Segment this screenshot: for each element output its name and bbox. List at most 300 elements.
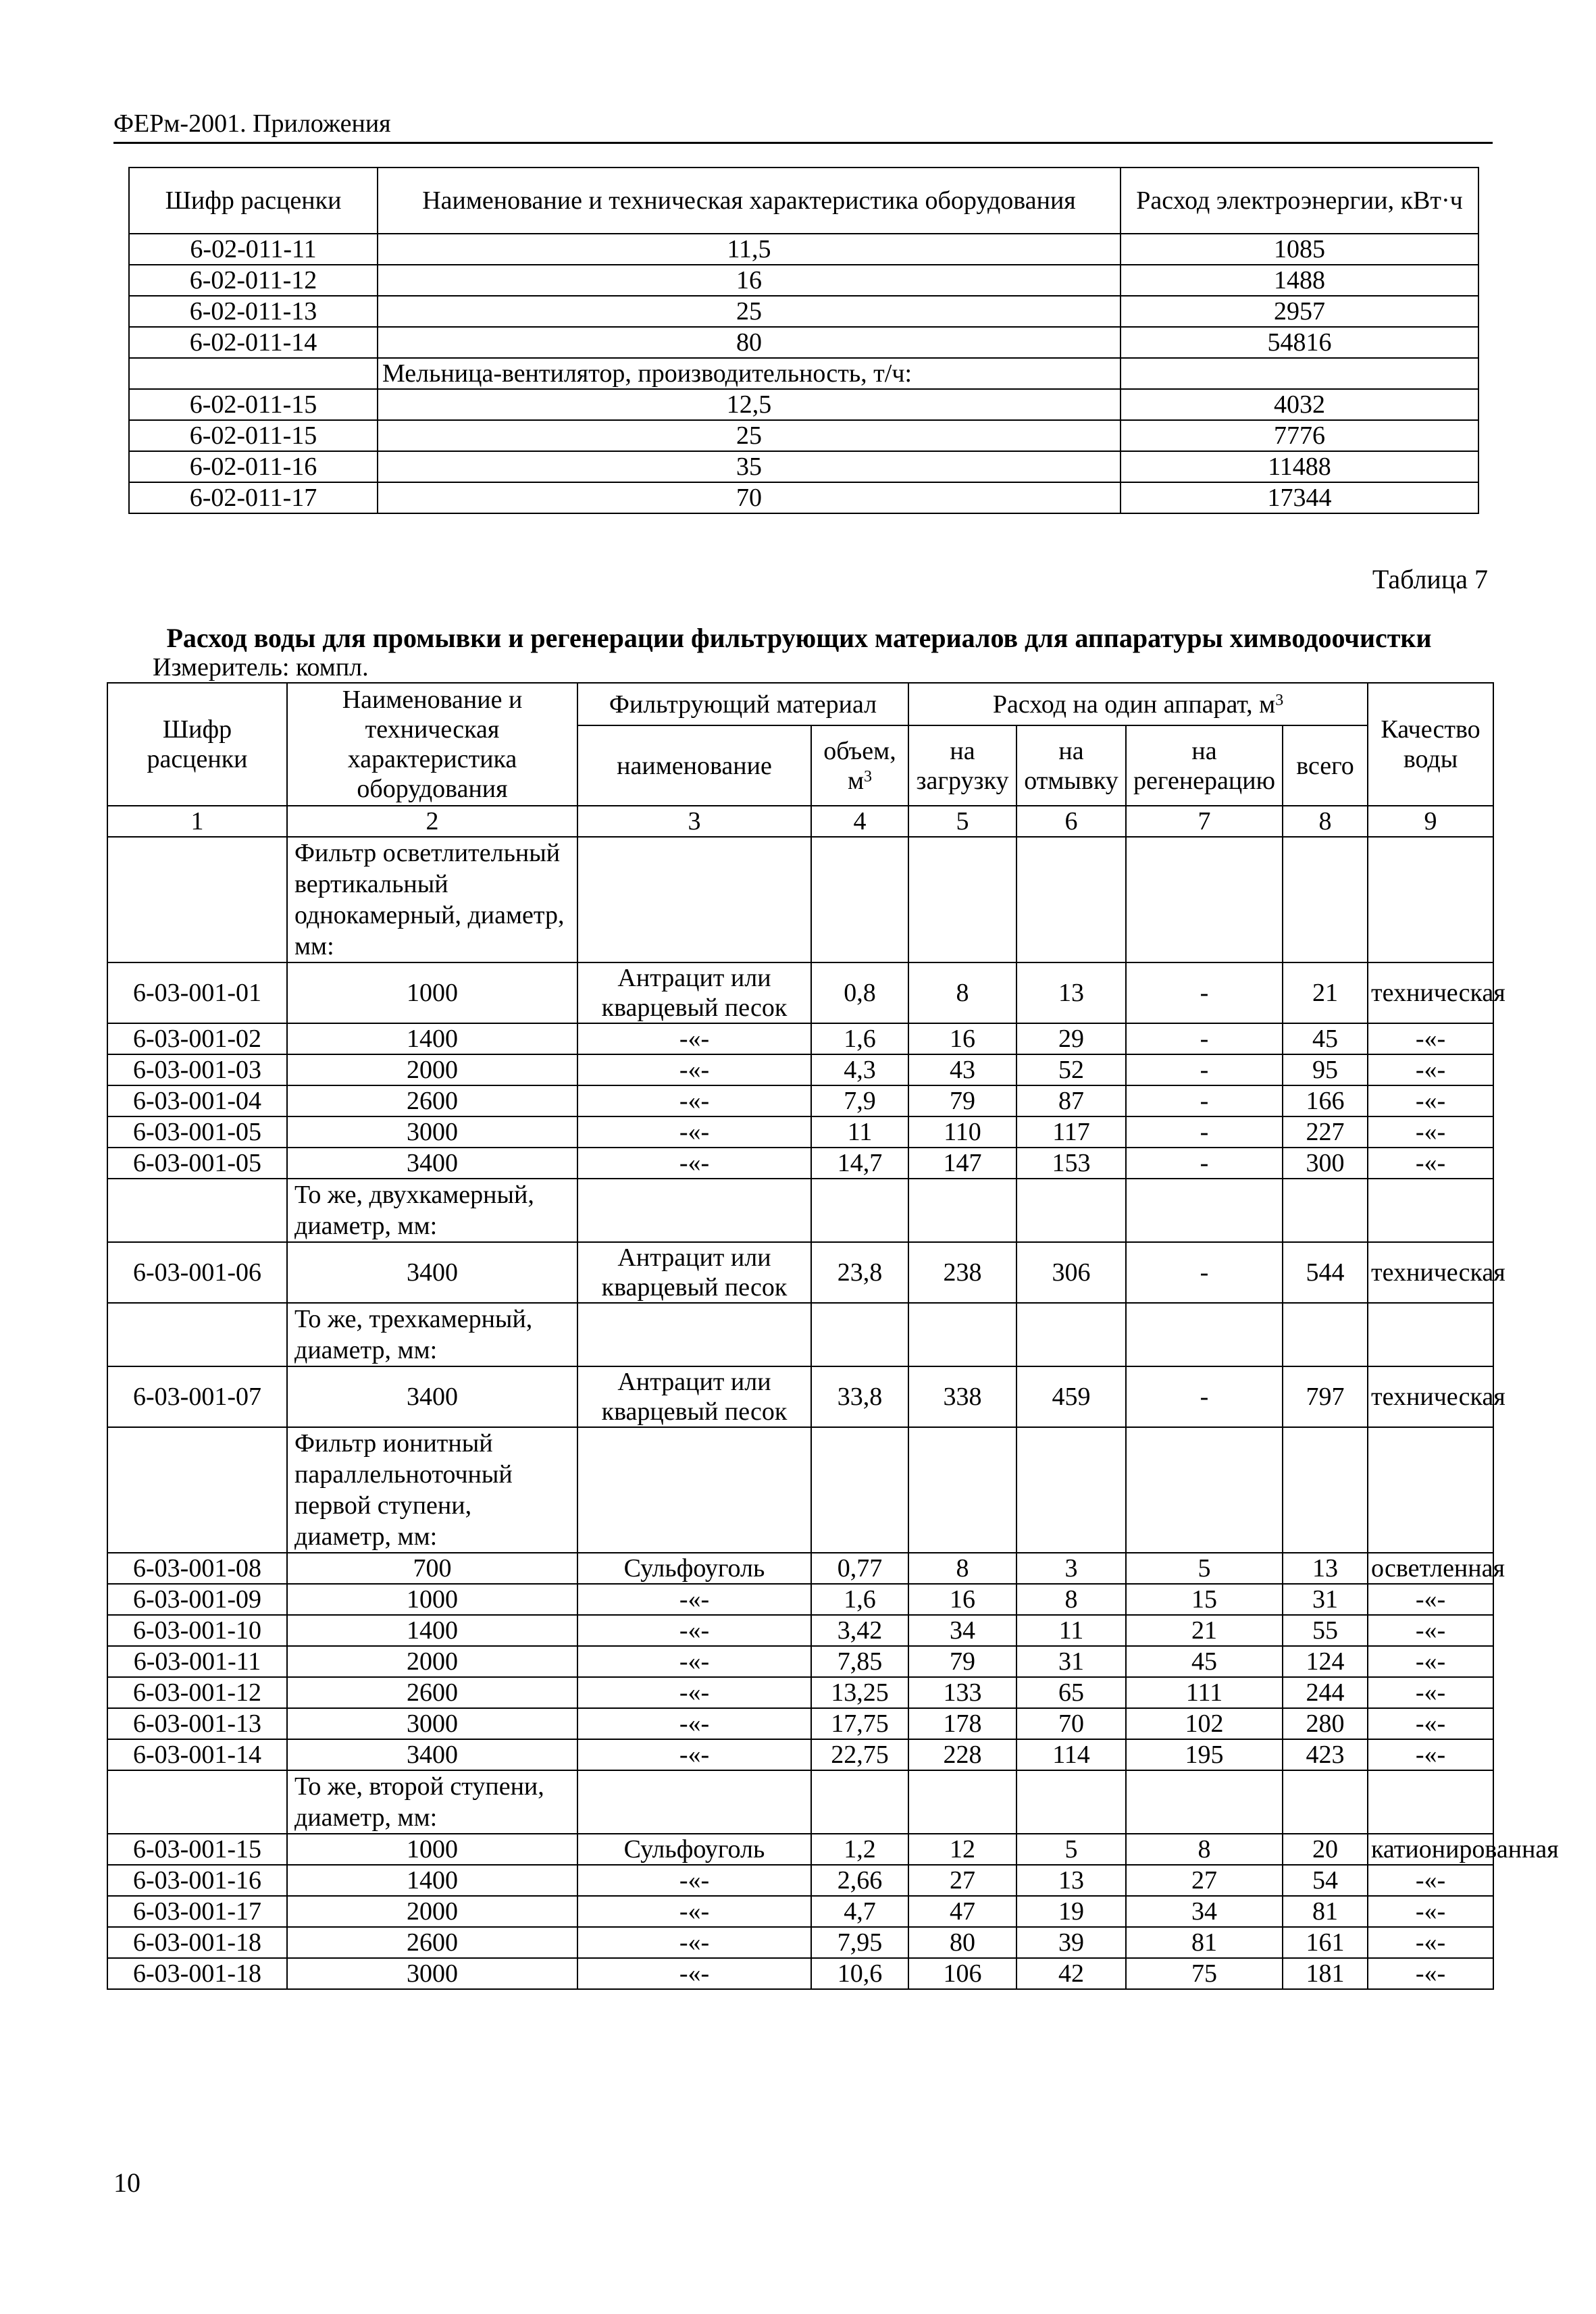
cell-empty [908,1303,1016,1366]
cell-diameter: 700 [287,1553,577,1584]
table-row [107,1865,1493,1896]
cell-total: 423 [1283,1739,1368,1770]
cell-loading: 16 [908,1023,1016,1054]
cell-code: 6-03-001-03 [107,1054,287,1085]
cell-quality: -«- [1368,1085,1493,1116]
cell-material: -«- [577,1927,811,1958]
column-number: 9 [1368,806,1493,837]
cell-volume: 11 [811,1116,908,1148]
section-row [107,837,1493,962]
table-row [107,1927,1493,1958]
water-table-body [107,837,1559,1989]
energy-consumption-table [128,167,1479,514]
running-header: ФЕРм-2001. Приложения [113,108,1493,144]
cell-code: 6-03-001-16 [107,1865,287,1896]
cell-washing: 13 [1016,962,1126,1023]
cell-material: -«- [577,1148,811,1179]
column-number: 8 [1283,806,1368,837]
cell-regeneration: - [1126,1116,1283,1148]
cell-quality: -«- [1368,1023,1493,1054]
column-header-loading: на загрузку [908,725,1016,806]
cell-empty [1016,1303,1126,1366]
column-header-name: Наименование и техническая характеристика оборудования [287,683,577,806]
cell-washing: 114 [1016,1739,1126,1770]
cell-diameter: 1000 [287,1834,577,1865]
cell-loading: 47 [908,1896,1016,1927]
cell-loading: 27 [908,1865,1016,1896]
cell-code: 6-03-001-13 [107,1708,287,1739]
cell-empty [1016,1770,1126,1834]
cell-empty [1368,1770,1493,1834]
cell-energy: 54816 [1121,327,1478,358]
cell-empty [1126,1427,1283,1553]
cell-code: 6-03-001-02 [107,1023,287,1054]
cell-total: 55 [1283,1615,1368,1646]
cell-empty [811,1427,908,1553]
cell-diameter: 3000 [287,1708,577,1739]
cell-volume: 0,77 [811,1553,908,1584]
cell-section-title: Мельница-вентилятор, производительность, т/ч: [378,358,1121,389]
cell-empty [811,1770,908,1834]
cell-material: -«- [577,1708,811,1739]
cell-quality: -«- [1368,1927,1493,1958]
cell-diameter: 1400 [287,1865,577,1896]
cell-regeneration: - [1126,1148,1283,1179]
cell-washing: 11 [1016,1615,1126,1646]
cell-code: 6-03-001-15 [107,1834,287,1865]
cell-washing: 13 [1016,1865,1126,1896]
cell-diameter: 1000 [287,1584,577,1615]
cell-empty [577,1303,811,1366]
cell-code: 6-03-001-18 [107,1958,287,1989]
cell-total: 54 [1283,1865,1368,1896]
cell-empty [908,1770,1016,1834]
cell-empty [1283,837,1368,962]
cubic-superscript: 3 [864,767,873,786]
cell-empty [1368,1427,1493,1553]
cell-quality: катионированная [1368,1834,1493,1865]
cell-code: 6-02-011-11 [129,234,378,265]
cell-washing: 70 [1016,1708,1126,1739]
column-header-energy: Расход электроэнергии, кВт·ч [1121,168,1478,234]
cell-empty [577,1427,811,1553]
cell-regeneration: 45 [1126,1646,1283,1677]
cell-empty [908,1179,1016,1242]
cell-code: 6-03-001-05 [107,1116,287,1148]
cell-code: 6-03-001-12 [107,1677,287,1708]
cell-empty [1283,1303,1368,1366]
cell-code: 6-03-001-06 [107,1242,287,1303]
cell-empty [908,837,1016,962]
cell-empty [1016,1427,1126,1553]
cell-total: 95 [1283,1054,1368,1085]
cell-total: 300 [1283,1148,1368,1179]
cell-quality: -«- [1368,1646,1493,1677]
cell-empty [908,1427,1016,1553]
cell-volume: 7,95 [811,1927,908,1958]
cell-washing: 87 [1016,1085,1126,1116]
cell-energy: 17344 [1121,482,1478,513]
cell-code [107,1427,287,1553]
cell-diameter: 2000 [287,1646,577,1677]
cell-diameter: 3000 [287,1958,577,1989]
cell-param: 12,5 [378,389,1121,420]
cell-section-title: Фильтр ионитный параллельноточный первой ступени, диаметр, мм: [287,1427,577,1553]
cell-loading: 80 [908,1927,1016,1958]
cell-washing: 459 [1016,1366,1126,1427]
cell-total: 20 [1283,1834,1368,1865]
cell-washing: 29 [1016,1023,1126,1054]
cell-diameter: 2000 [287,1896,577,1927]
section-row [107,1179,1493,1242]
cell-code: 6-02-011-14 [129,327,378,358]
cell-empty [1283,1770,1368,1834]
cell-energy: 4032 [1121,389,1478,420]
cell-total: 45 [1283,1023,1368,1054]
cell-material: -«- [577,1584,811,1615]
cell-volume: 1,6 [811,1584,908,1615]
cell-volume: 2,66 [811,1865,908,1896]
cell-material: -«- [577,1865,811,1896]
column-number: 2 [287,806,577,837]
cell-total: 81 [1283,1896,1368,1927]
cell-code: 6-02-011-13 [129,296,378,327]
cell-empty [1016,837,1126,962]
column-number-row [107,806,1493,837]
table-row [129,296,1478,327]
cell-diameter: 2000 [287,1054,577,1085]
cell-empty [577,1179,811,1242]
cell-diameter: 2600 [287,1677,577,1708]
cell-code: 6-03-001-11 [107,1646,287,1677]
cell-regeneration: - [1126,1023,1283,1054]
cell-empty [1368,1303,1493,1366]
column-header-regeneration: на регенерацию [1126,725,1283,806]
cell-total: 227 [1283,1116,1368,1148]
cell-code [129,358,378,389]
cell-code: 6-02-011-17 [129,482,378,513]
cell-empty [1126,1179,1283,1242]
table-row [107,1958,1493,1989]
table-header-row [107,683,1493,725]
cell-washing: 5 [1016,1834,1126,1865]
cell-quality: -«- [1368,1896,1493,1927]
cell-section-title: То же, второй ступени, диаметр, мм: [287,1770,577,1834]
cell-loading: 238 [908,1242,1016,1303]
table-row [129,234,1478,265]
cell-volume: 0,8 [811,962,908,1023]
cell-total: 31 [1283,1584,1368,1615]
column-header-name: Наименование и техническая характеристика оборудования [378,168,1121,234]
table-header-row [129,168,1478,234]
cell-loading: 338 [908,1366,1016,1427]
cell-total: 280 [1283,1708,1368,1739]
cell-volume: 23,8 [811,1242,908,1303]
column-header-washing: на отмывку [1016,725,1126,806]
column-number: 4 [811,806,908,837]
cell-loading: 16 [908,1584,1016,1615]
cell-empty [577,1770,811,1834]
cell-regeneration: 5 [1126,1553,1283,1584]
cell-diameter: 3000 [287,1116,577,1148]
cell-loading: 79 [908,1085,1016,1116]
cell-total: 797 [1283,1366,1368,1427]
cell-material: Сульфоуголь [577,1553,811,1584]
column-number: 7 [1126,806,1283,837]
section-row [107,1770,1493,1834]
cell-code: 6-03-001-01 [107,962,287,1023]
cell-diameter: 3400 [287,1148,577,1179]
cell-quality: техническая [1368,962,1493,1023]
cell-washing: 65 [1016,1677,1126,1708]
cell-loading: 8 [908,962,1016,1023]
table-row [129,389,1478,420]
cell-quality: -«- [1368,1116,1493,1148]
cell-material: -«- [577,1085,811,1116]
cell-energy: 2957 [1121,296,1478,327]
cell-volume: 3,42 [811,1615,908,1646]
cell-empty [1016,1179,1126,1242]
cell-diameter: 1000 [287,962,577,1023]
energy-table-body [129,234,1478,513]
cell-empty [1126,837,1283,962]
column-header-code: Шифр расценки [107,683,287,806]
cell-total: 13 [1283,1553,1368,1584]
cell-washing: 8 [1016,1584,1126,1615]
table-row [107,1646,1493,1677]
column-header-code: Шифр расценки [129,168,378,234]
cell-code: 6-03-001-08 [107,1553,287,1584]
cell-loading: 79 [908,1646,1016,1677]
table-row [107,1584,1493,1615]
cell-total: 544 [1283,1242,1368,1303]
cell-loading: 8 [908,1553,1016,1584]
table-caption: Таблица 7 [1372,564,1488,594]
cell-energy: 7776 [1121,420,1478,451]
cell-loading: 110 [908,1116,1016,1148]
table-row [107,1708,1493,1739]
cell-energy: 11488 [1121,451,1478,482]
cell-washing: 19 [1016,1896,1126,1927]
cell-code: 6-03-001-07 [107,1366,287,1427]
cell-empty [1368,1179,1493,1242]
column-number: 6 [1016,806,1126,837]
cell-loading: 12 [908,1834,1016,1865]
cell-diameter: 3400 [287,1366,577,1427]
table-row [107,962,1493,1023]
section-row [107,1427,1493,1553]
cell-code: 6-03-001-14 [107,1739,287,1770]
cell-regeneration: 15 [1126,1584,1283,1615]
column-header-volume [811,725,908,806]
cell-total: 244 [1283,1677,1368,1708]
cell-section-title: То же, трехкамерный, диаметр, мм: [287,1303,577,1366]
column-header-flow-per-unit [908,683,1368,725]
cell-energy [1121,358,1478,389]
cell-code: 6-02-011-16 [129,451,378,482]
cell-empty [1283,1179,1368,1242]
column-header-material-name: наименование [577,725,811,806]
cell-washing: 117 [1016,1116,1126,1148]
cell-washing: 3 [1016,1553,1126,1584]
cell-material: Сульфоуголь [577,1834,811,1865]
cell-loading: 178 [908,1708,1016,1739]
table-row [107,1148,1493,1179]
cell-empty [577,837,811,962]
cell-quality: -«- [1368,1584,1493,1615]
cell-total: 21 [1283,962,1368,1023]
cell-diameter: 3400 [287,1242,577,1303]
cell-quality: осветленная [1368,1553,1493,1584]
column-header-total: всего [1283,725,1368,806]
cell-regeneration: 102 [1126,1708,1283,1739]
table-title: Расход воды для промывки и регенерации фильтрующих материалов для аппаратуры химводоочистки [166,623,1432,653]
cell-code: 6-03-001-09 [107,1584,287,1615]
table-row [107,1553,1493,1584]
cell-param: 25 [378,420,1121,451]
cell-code: 6-03-001-18 [107,1927,287,1958]
cell-energy: 1488 [1121,265,1478,296]
cell-regeneration: 195 [1126,1739,1283,1770]
cell-volume: 10,6 [811,1958,908,1989]
cell-code [107,1303,287,1366]
cell-regeneration: 75 [1126,1958,1283,1989]
cell-code: 6-02-011-15 [129,389,378,420]
cell-loading: 147 [908,1148,1016,1179]
water-consumption-table [107,682,1559,1990]
cell-empty [811,1303,908,1366]
cell-section-title: Фильтр осветлительный вертикальный однокамерный, диаметр, мм: [287,837,577,962]
cell-quality: техническая [1368,1242,1493,1303]
cell-quality: -«- [1368,1865,1493,1896]
cell-regeneration: 8 [1126,1834,1283,1865]
table-row [107,1834,1493,1865]
cell-quality: -«- [1368,1148,1493,1179]
cell-regeneration: - [1126,962,1283,1023]
cell-code: 6-03-001-17 [107,1896,287,1927]
cell-volume: 14,7 [811,1148,908,1179]
cell-volume: 7,85 [811,1646,908,1677]
table-row [107,1054,1493,1085]
cell-code: 6-02-011-15 [129,420,378,451]
cell-total: 124 [1283,1646,1368,1677]
cell-volume: 1,6 [811,1023,908,1054]
cell-material: Антрацит или кварцевый песок [577,1242,811,1303]
cell-material: -«- [577,1958,811,1989]
cell-code [107,1179,287,1242]
cell-regeneration: - [1126,1242,1283,1303]
cell-diameter: 1400 [287,1023,577,1054]
cell-empty [1126,1770,1283,1834]
cell-loading: 133 [908,1677,1016,1708]
cell-diameter: 3400 [287,1739,577,1770]
cell-regeneration: - [1126,1085,1283,1116]
table-row [129,327,1478,358]
column-header-quality: Качество воды [1368,683,1493,806]
cell-volume: 22,75 [811,1739,908,1770]
cell-material: -«- [577,1023,811,1054]
cell-param: 70 [378,482,1121,513]
cell-energy: 1085 [1121,234,1478,265]
cell-loading: 228 [908,1739,1016,1770]
cell-regeneration: 27 [1126,1865,1283,1896]
cell-volume: 17,75 [811,1708,908,1739]
cell-volume: 7,9 [811,1085,908,1116]
cell-washing: 52 [1016,1054,1126,1085]
cell-code: 6-02-011-12 [129,265,378,296]
cell-loading: 34 [908,1615,1016,1646]
table-row [107,1242,1493,1303]
table-row [129,358,1478,389]
cell-param: 80 [378,327,1121,358]
table-row [107,1116,1493,1148]
column-number: 1 [107,806,287,837]
column-number: 3 [577,806,811,837]
cell-washing: 42 [1016,1958,1126,1989]
cell-code: 6-03-001-10 [107,1615,287,1646]
cell-washing: 31 [1016,1646,1126,1677]
table-row [129,451,1478,482]
table-row [107,1366,1493,1427]
table-row [129,420,1478,451]
cell-material: -«- [577,1896,811,1927]
cell-material: -«- [577,1677,811,1708]
cell-empty [1368,837,1493,962]
cell-volume: 33,8 [811,1366,908,1427]
column-number: 5 [908,806,1016,837]
flow-per-unit-label: Расход на один аппарат, м [992,690,1276,719]
cell-param: 11,5 [378,234,1121,265]
cell-code [107,837,287,962]
cell-material: -«- [577,1646,811,1677]
cell-quality: -«- [1368,1615,1493,1646]
column-header-filter-material: Фильтрующий материал [577,683,908,725]
cell-regeneration: - [1126,1054,1283,1085]
cell-quality: -«- [1368,1958,1493,1989]
cell-diameter: 1400 [287,1615,577,1646]
section-row [107,1303,1493,1366]
table-row [107,1023,1493,1054]
cell-regeneration: - [1126,1366,1283,1427]
cell-regeneration: 21 [1126,1615,1283,1646]
cell-washing: 306 [1016,1242,1126,1303]
cell-volume: 13,25 [811,1677,908,1708]
cell-volume: 4,7 [811,1896,908,1927]
table-row [129,482,1478,513]
table-row [107,1615,1493,1646]
table-row [107,1085,1493,1116]
cell-loading: 106 [908,1958,1016,1989]
cell-quality: -«- [1368,1054,1493,1085]
cell-section-title: То же, двухкамерный, диаметр, мм: [287,1179,577,1242]
cell-regeneration: 34 [1126,1896,1283,1927]
cell-volume: 4,3 [811,1054,908,1085]
cell-material: -«- [577,1116,811,1148]
cell-material: Антрацит или кварцевый песок [577,1366,811,1427]
cell-empty [1126,1303,1283,1366]
cell-quality: -«- [1368,1708,1493,1739]
cell-washing: 39 [1016,1927,1126,1958]
cell-volume: 1,2 [811,1834,908,1865]
table-row [107,1896,1493,1927]
cell-param: 16 [378,265,1121,296]
cell-empty [811,837,908,962]
cell-code: 6-03-001-04 [107,1085,287,1116]
cell-quality: техническая [1368,1366,1493,1427]
cell-regeneration: 81 [1126,1927,1283,1958]
cell-param: 25 [378,296,1121,327]
table-row [129,265,1478,296]
